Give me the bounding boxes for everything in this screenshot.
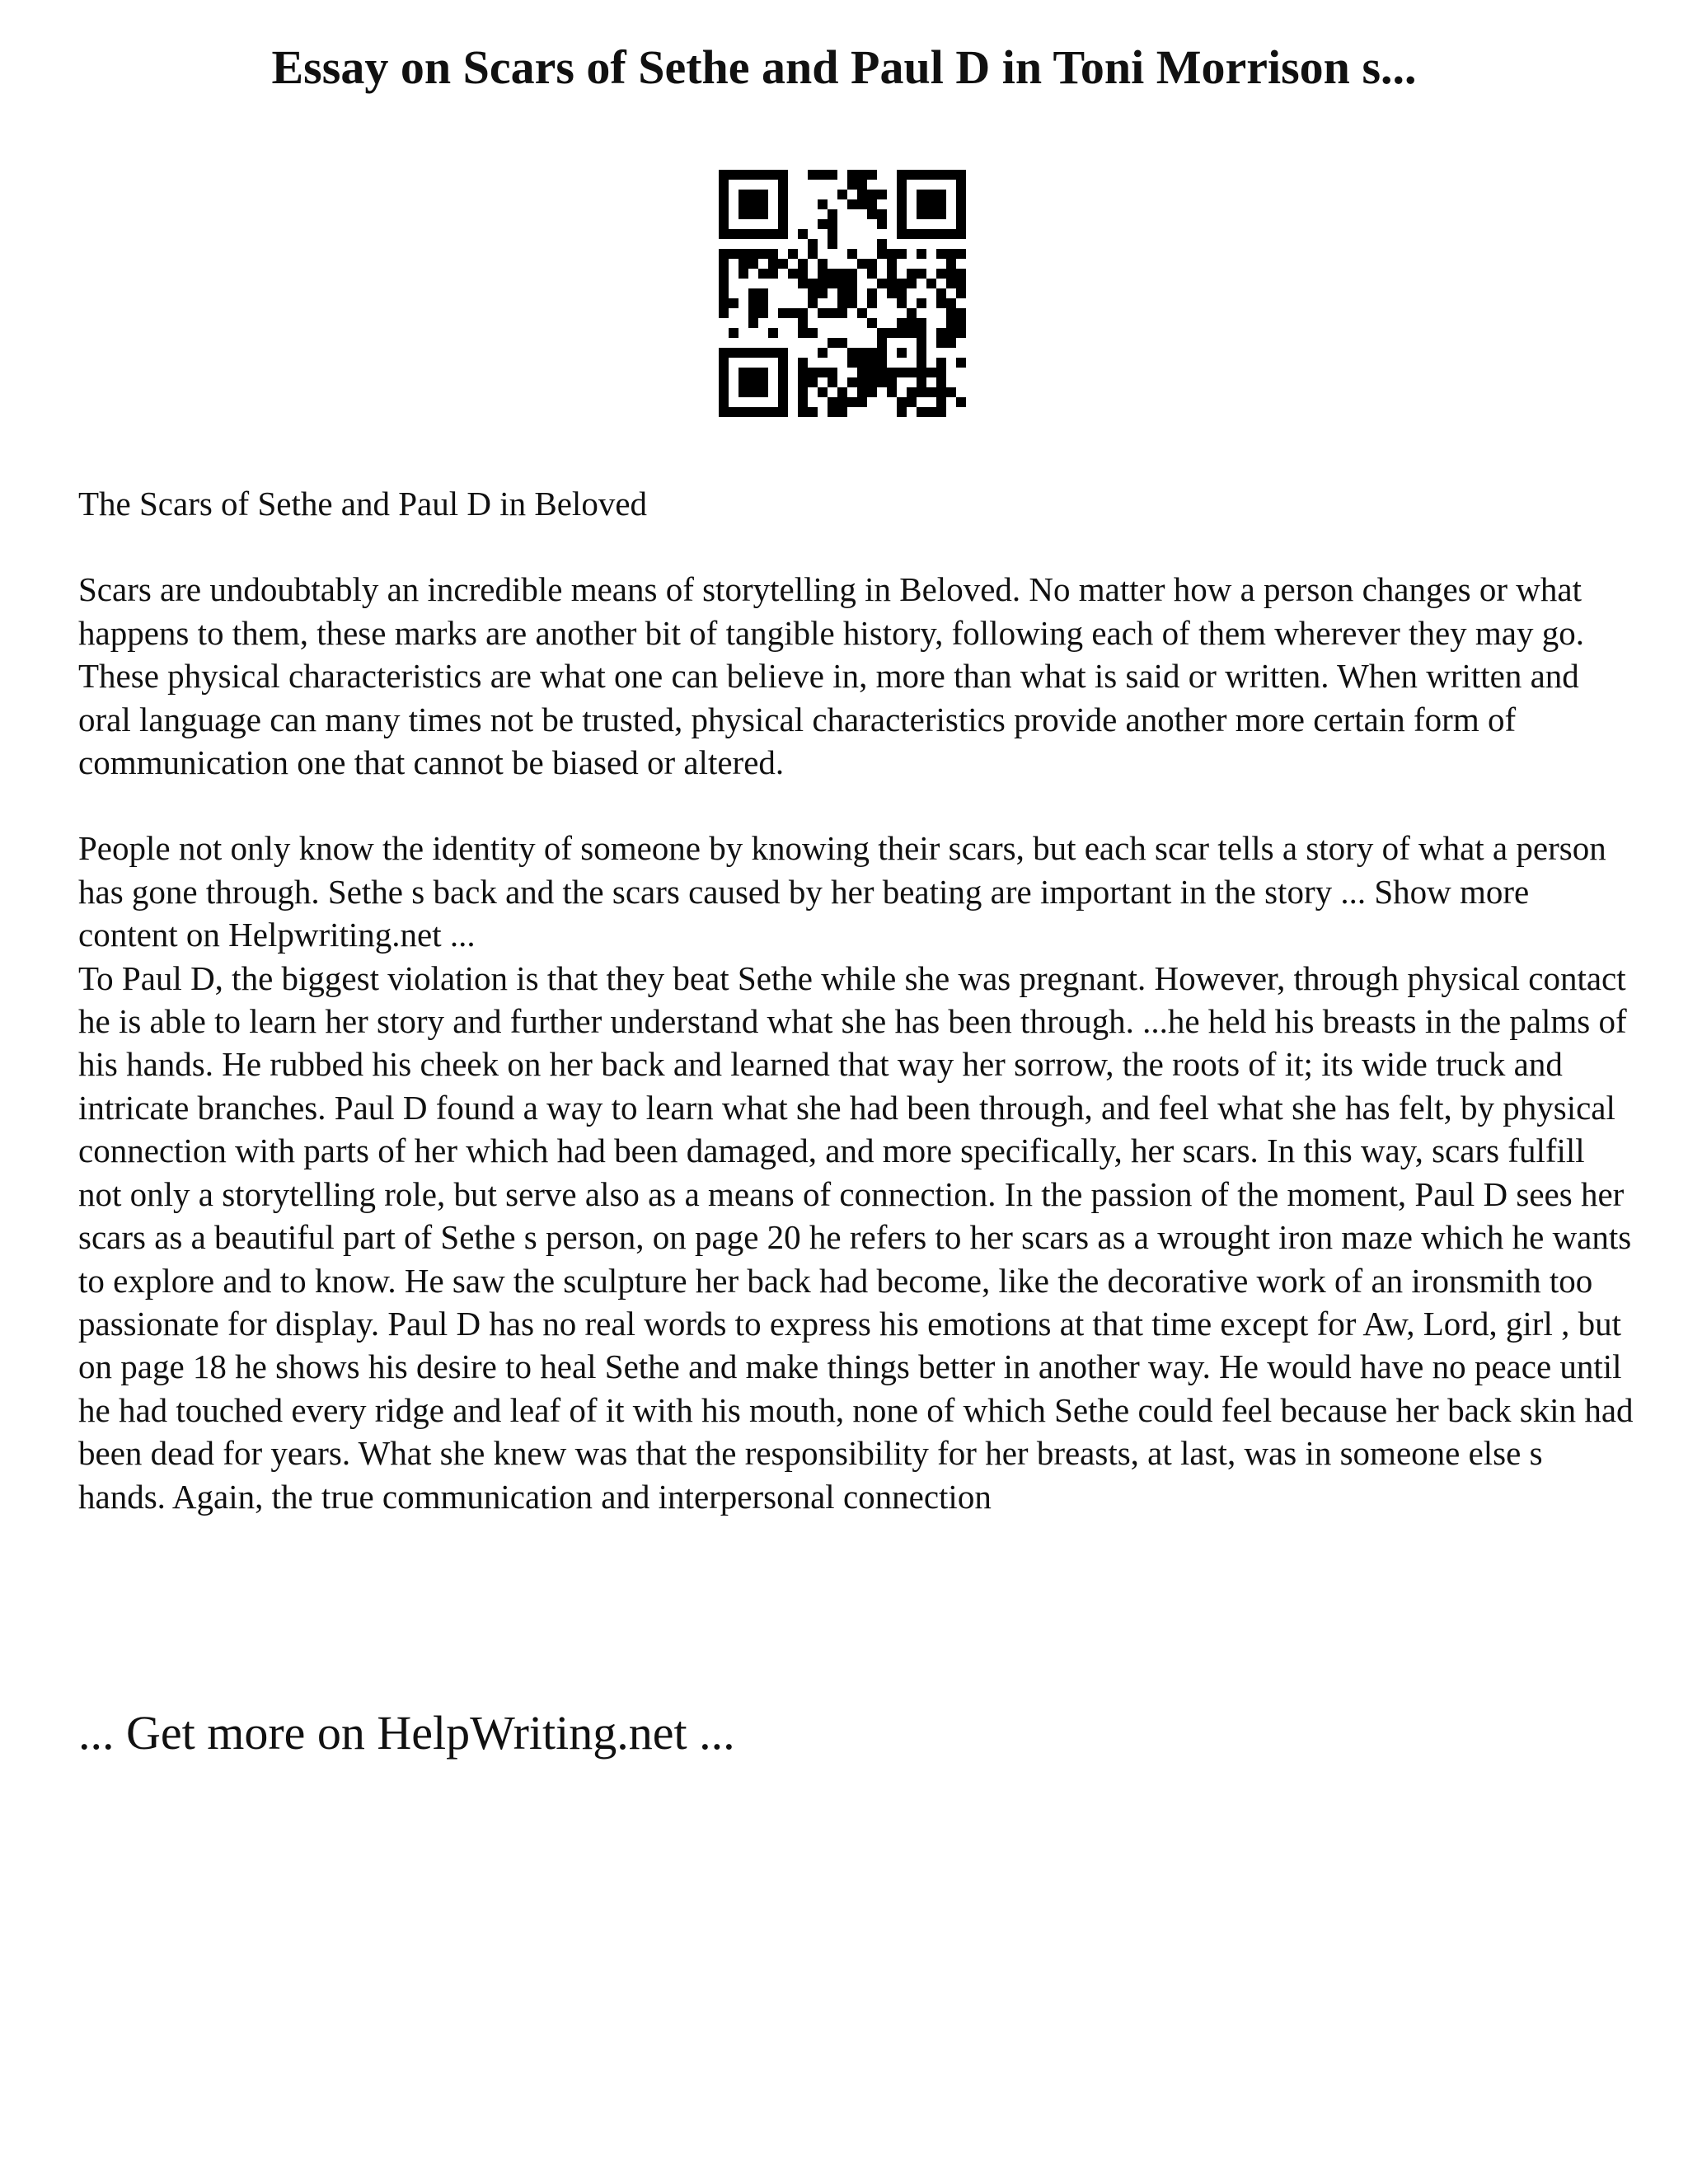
paragraph-2: People not only know the identity of someone by knowing their scars, but each scar tells a story of what a person has gone through. Sethe s back and the scars caused by her beating are important in the story ... Show more content on Helpwriting.net ... — [78, 829, 1606, 954]
paragraph-3: To Paul D, the biggest violation is that they beat Sethe while she was pregnant. However, through physical contact he is able to learn her story and further understand what she has been through. ...he held his breasts in the palms of his hands. He rubbed his cheek on her back and learned that way her sorrow, the roots of it; its wide truck and intricate branches. Paul D found a way to learn what she had been through, and feel what she has felt, by physical connection with parts of her which had been damaged, and more specifically, her scars. In this way, scars fulfill not only a storytelling role, but serve also as a means of connection. In the passion of the moment, Paul D sees her scars as a beautiful part of Sethe s person, on page 20 he refers to her scars as a wrought iron maze which he wants to explore and to know. He saw the sculpture her back had become, like the decorative work of an ironsmith too passionate for display. Paul D has no real words to express his emotions at that time except for Aw, Lord, girl , but on page 18 he shows his desire to heal Sethe and make things better in another way. He would have no peace until he had touched every ridge and leaf of it with his mouth, none of which Sethe could feel because her back skin had been dead for years. What she knew was that the responsibility for her breasts, at last, was in someone else s hands. Again, the true communication and interpersonal connection — [78, 958, 1634, 1516]
qr-code-icon — [719, 170, 966, 417]
paragraph-1: Scars are undoubtably an incredible means of storytelling in Beloved. No matter how a person changes or what happens to them, these marks are another bit of tangible history, following each of them wherever they may go. These physical characteristics are what one can believe in, more than what is said or written. When written and oral language can many times not be trusted, physical characteristics provide another more certain form of communication one that cannot be biased or altered. — [78, 570, 1584, 782]
document-body — [78, 482, 1636, 1518]
document-subtitle: The Scars of Sethe and Paul D in Beloved — [78, 485, 648, 523]
get-more-link[interactable]: ... Get more on HelpWriting.net ... — [78, 1706, 735, 1760]
document-title: Essay on Scars of Sethe and Paul D in Toni Morrison s... — [271, 40, 1417, 94]
